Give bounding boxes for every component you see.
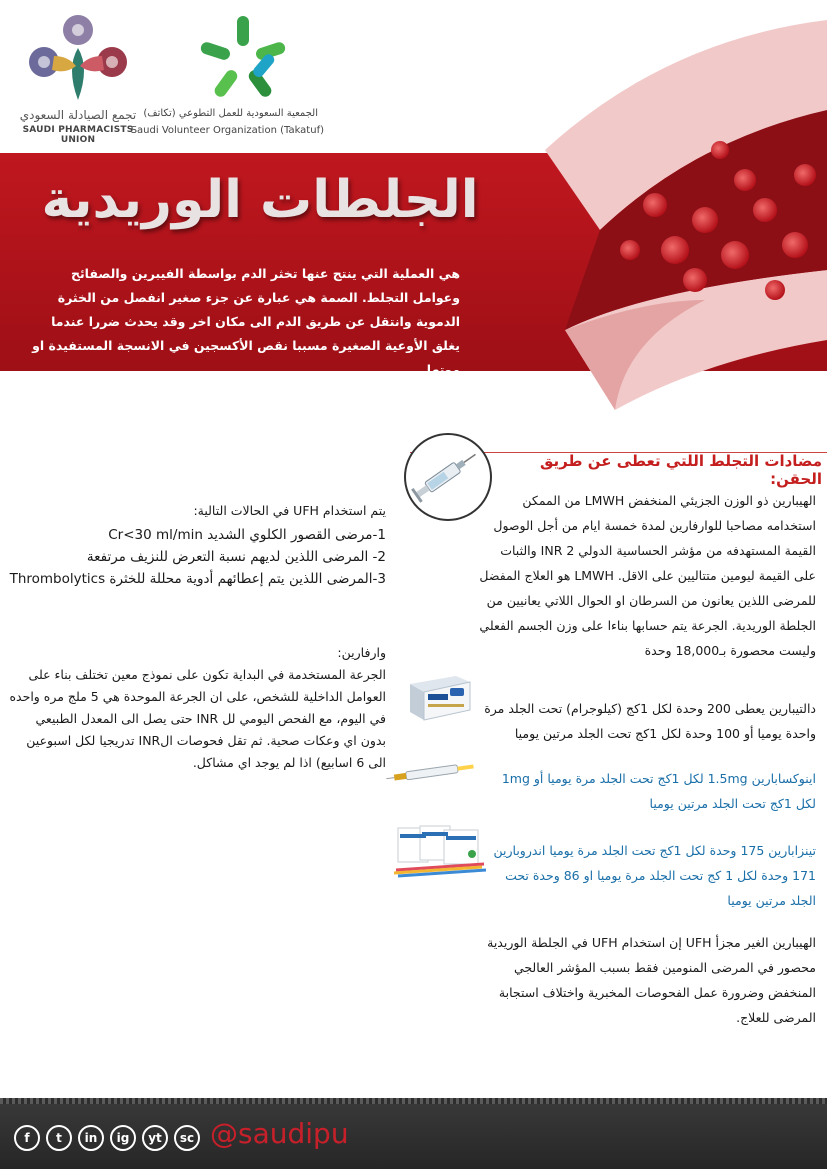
spu-name-ar: تجمع الصيادلة السعودي: [19, 108, 137, 122]
ufh-indications-heading: يتم استخدام UFH في الحالات التالية:: [193, 503, 386, 518]
syringe-icon: [406, 435, 486, 515]
prefilled-syringe-icon: [386, 758, 482, 788]
innohep-pack-image: [392, 824, 492, 882]
intro-paragraph: هي العملية التي ينتج عنها تخثر الدم بواسطة الفيبرين والصفائح وعوامل التجلط. الصمة هي عبارة عن جزء صغير انفصل من الخثرة الدموية وانتقل عن طريق الدم الى مكان اخر وقد يحدث ضررا عندما يغلق الأوعية الصغيرة مسببا نقص الأكسجين في الانسجة المستفيدة او موتها.: [32, 266, 460, 377]
youtube-icon[interactable]: yt: [142, 1125, 168, 1151]
takatuf-star-icon: [148, 8, 338, 108]
ufh-indication-item: 2- المرضى اللذين لديهم نسبة التعرض للنزيف مرتفعة: [86, 549, 386, 565]
takatuf-name-en: Saudi Volunteer Organization (Takatuf): [130, 125, 324, 136]
blood-vessel-illustration: [505, 0, 827, 420]
spu-logo: [18, 8, 138, 145]
medicine-pack-icon: [392, 824, 492, 882]
spu-flower-icon: [18, 8, 138, 108]
spu-name-en: SAUDI PHARMACISTS UNION: [22, 125, 134, 145]
takatuf-logo: [130, 8, 338, 138]
linkedin-icon[interactable]: in: [78, 1125, 104, 1151]
ufh-indications: [8, 500, 386, 590]
facebook-icon[interactable]: f: [14, 1125, 40, 1151]
injectable-anticoagulants-heading: مضادات التجلط اللتي تعطى عن طريق الحقن:: [539, 452, 822, 488]
tinzaparin-paragraph: تينزابارين 175 وحدة لكل 1كج تحت الجلد مرة يوميا اندروبارين 171 وحدة لكل 1 كج تحت الجلد مرة يوميا او 86 وحدة تحت الجلد مرتين يوميا: [493, 843, 816, 908]
medicine-box-icon: [406, 670, 474, 722]
instagram-icon[interactable]: ig: [110, 1125, 136, 1151]
warfarin-heading: وارفارين:: [337, 645, 386, 660]
clexane-syringe-image: [386, 758, 482, 788]
social-handle[interactable]: @saudipu: [210, 1117, 349, 1150]
snapchat-icon[interactable]: sc: [174, 1125, 200, 1151]
warfarin-paragraph: الجرعة المستخدمة في البداية تكون على نموذج معين تختلف بناء على العوامل الداخلية للشخص، على ان الجرعة الموحدة هي 5 ملج مره واحده في اليوم، مع الفحص اليومي لل INR حتى يصل الى المعدل الطبيعي بدون اي وعكات صحية. ثم تقل فحوصات الINR تدريجيا لكل اسبوعين الى 6 اسابيع) اذا لم يوجد اي مشاكل.: [9, 667, 386, 770]
twitter-icon[interactable]: t: [46, 1125, 72, 1151]
ufh-paragraph: الهيبارين الغير مجزأ UFH إن استخدام UFH في الجلطة الوريدية محصور في المرضى المنومين فقط بسبب المؤشر العالجي المنخفض وضرورة عمل الفحوصات المخبرية واختلاف استجابة المرضى للعلاج.: [487, 935, 816, 1025]
page-title: الجلطات الوريدية: [41, 170, 479, 230]
ufh-indication-item: 1-مرضى القصور الكلوي الشديد Cr<30 ml/min: [108, 527, 386, 543]
enoxaparin-paragraph: اينوكسابارين 1.5mg لكل 1كج تحت الجلد مرة يوميا أو 1mg لكل 1كج تحت الجلد مرتين يوميا: [501, 771, 816, 811]
takatuf-name-ar: الجمعية السعودية للعمل التطوعي (تكاتف): [143, 108, 318, 119]
warfarin-section: [8, 642, 386, 774]
ufh-indication-item: 3-المرضى اللذين يتم إعطائهم أدوية محللة للخثرة Thrombolytics: [9, 571, 386, 587]
lmwh-paragraph: الهيبارين ذو الوزن الجزيئي المنخفض LMWH من الممكن استخدامه مصاحبا للوارفارين لمدة خمسة ايام من أجل الوصول القيمة المستهدفه من مؤشر الحساسية الدولي INR 2 والثبات على القيمة ليومين متتاليين على الاقل. LMWH هو العلاج المفضل للمرضى اللذين يعانون من السرطان او الحوال اللاتي يعانيين من الجلطة الوريدية. الجرعة يتم حسابها بناءا على وزن الجسم الفعلي وليست محصورة بـ18,000 وحدة: [479, 493, 816, 658]
dalteparin-paragraph: دالتيبارين يعطى 200 وحدة لكل 1كج (كيلوجرام) تحت الجلد مرة واحدة يوميا أو 100 وحدة لكل 1كج تحت الجلد مرتين يوميا: [484, 701, 816, 741]
fragmin-box-image: [406, 670, 474, 722]
